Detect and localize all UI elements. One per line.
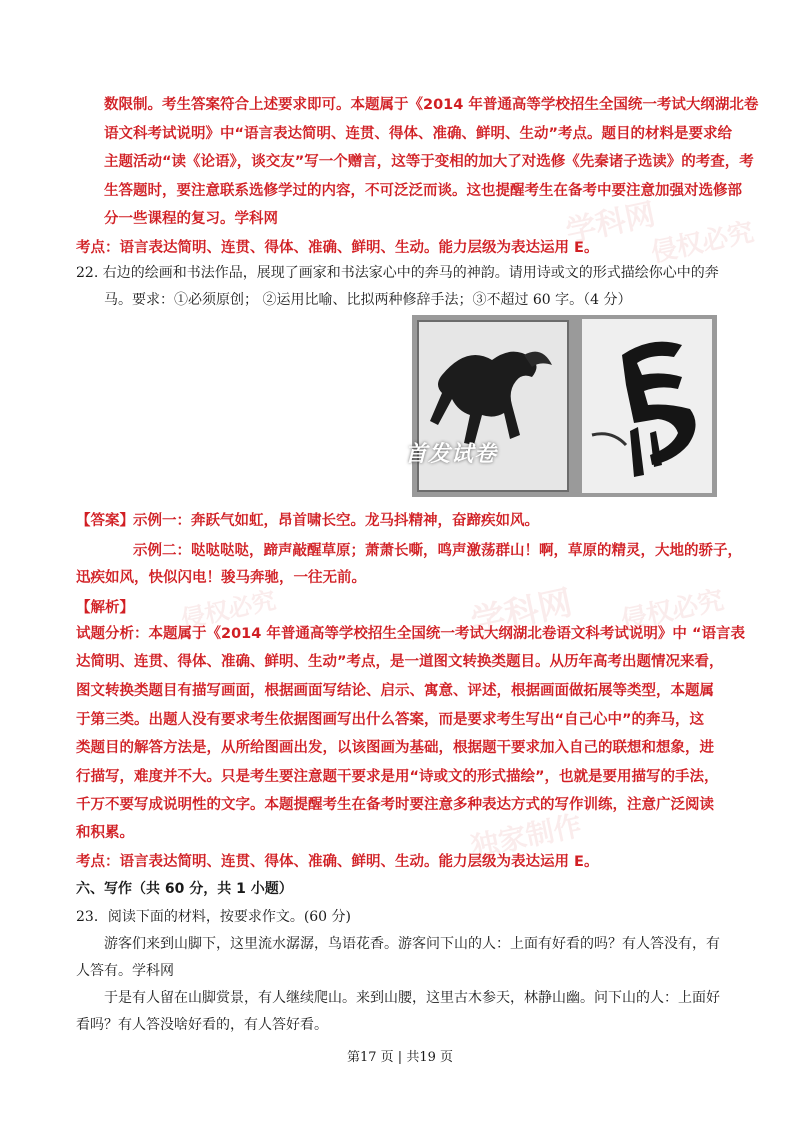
analysis-line: 分一些课程的复习。学科网 (104, 211, 278, 227)
material-line: 人答有。学科网 (76, 963, 174, 979)
page-footer: 第17 页 | 共19 页 (347, 1050, 453, 1065)
watermark: 侵权必究 (178, 586, 279, 634)
kaodian-line: 考点：语言表达简明、连贯、得体、准确、鲜明、生动。能力层级为表达运用 E。 (76, 240, 599, 256)
jiexi-line: 类题目的解答方法是，从所给图画出发，以该图画为基础，根据题干要求加入自己的联想和想象，进 (76, 740, 714, 756)
horse-painting-image (412, 315, 717, 497)
jiexi-line: 达简明、连贯、得体、准确、鲜明、生动”考点，是一道图文转换类题目。从历年高考出题情况来看， (76, 654, 724, 670)
watermark: 侵权必究 (648, 217, 757, 269)
kaodian-line: 考点：语言表达简明、连贯、得体、准确、鲜明、生动。能力层级为表达运用 E。 (76, 854, 599, 870)
analysis-line: 主题活动“读《论语》，谈交友”写一个赠言，这等于变相的加大了对选修《先秦诸子选读》的考查，考 (104, 154, 754, 170)
jiexi-line: 千万不要写成说明性的文字。本题提醒考生在备考时要注意多种表达方式的写作训练，注意广泛阅读 (76, 797, 714, 813)
jiexi-line: 行描写，难度并不大。只是考生要注意题干要求是用“诗或文的形式描绘”，也就是要用描写的手法， (76, 769, 719, 785)
answer-line: 示例二：哒哒哒哒，蹄声敲醒草原；萧萧长嘶，鸣声激荡群山！啊，草原的精灵，大地的骄子， (133, 543, 742, 559)
analysis-line: 生答题时，要注意联系选修学过的内容，不可泛泛而谈。这也提醒考生在备考中要注意加强对选修部 (104, 183, 742, 199)
section-title: 六、写作（共 60 分，共 1 小题） (76, 881, 293, 897)
jiexi-line: 试题分析：本题属于《2014 年普通高等学校招生全国统一考试大纲湖北卷语文科考试说明》中 “语言表 (76, 626, 745, 642)
question-23: 23．阅读下面的材料，按要求作文。(60 分) (76, 909, 352, 925)
watermark: 学科网 (467, 582, 576, 644)
jiexi-line: 和积累。 (76, 825, 134, 841)
watermark: 独家制作 (468, 808, 585, 865)
watermark: 侵权必究 (618, 585, 727, 637)
jiexi-label: 【解析】 (76, 600, 134, 616)
question-22-line1: 22. 右边的绘画和书法作品，展现了画家和书法家心中的奔马的神韵。请用诗或文的形式描绘你心中的奔 (76, 265, 719, 281)
analysis-line: 数限制。考生答案符合上述要求即可。本题属于《2014 年普通高等学校招生全国统一考试大纲湖北卷 (104, 97, 759, 113)
material-line: 于是有人留在山脚赏景，有人继续爬山。来到山腰，这里古木参天，林静山幽。问下山的人：上面好 (104, 990, 720, 1006)
analysis-line: 语文科考试说明》中“语言表达简明、连贯、得体、准确、鲜明、生动”考点。题目的材料是要求给 (104, 126, 733, 142)
answer-label: 【答案】 (76, 513, 134, 529)
answer-line: 示例一：奔跃气如虹，昂首啸长空。龙马抖精神，奋蹄疾如风。 (133, 513, 539, 529)
horse-artwork-graphic (412, 315, 717, 497)
watermark: 学科网 (563, 196, 659, 250)
jiexi-line: 于第三类。出题人没有要求考生依据图画写出什么答案，而是要求考生写出“自己心中”的奔马，这 (76, 712, 705, 728)
image-watermark-caption: 首发试卷 (405, 442, 498, 467)
answer-line: 迅疾如风，快似闪电！骏马奔驰，一往无前。 (76, 570, 366, 586)
jiexi-line: 图文转换类题目有描写画面，根据画面写结论、启示、寓意、评述，根据画面做拓展等类型，本题属 (76, 683, 714, 699)
question-22-line2: 马。要求：①必须原创； ②运用比喻、比拟两种修辞手法；③不超过 60 字。（4 分） (104, 292, 632, 308)
material-line: 游客们来到山脚下，这里流水潺潺，鸟语花香。游客问下山的人：上面有好看的吗？有人答没有，有 (104, 936, 720, 952)
material-line: 看吗？有人答没啥好看的，有人答好看。 (76, 1017, 328, 1033)
